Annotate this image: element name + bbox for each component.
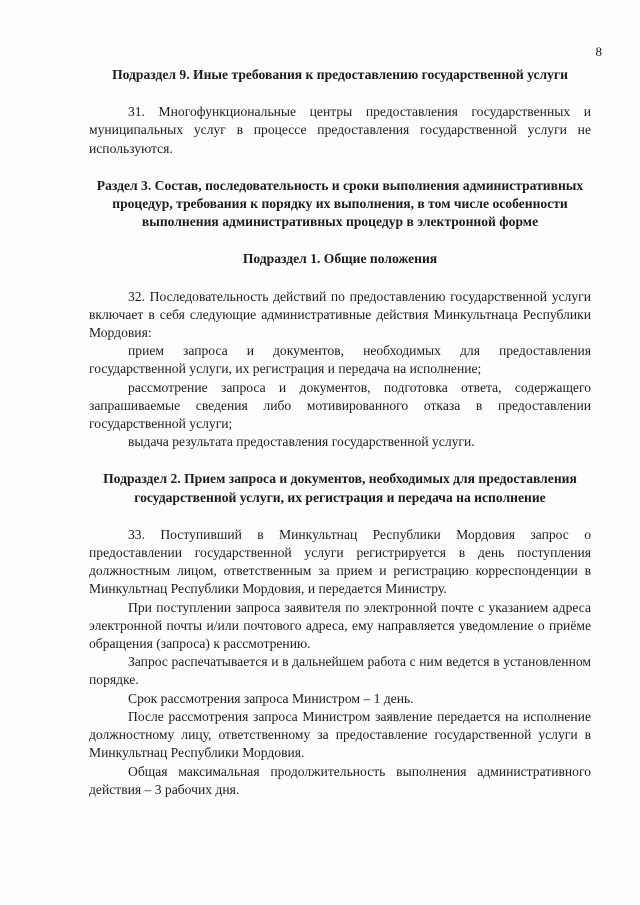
section-3-heading: Раздел 3. Состав, последовательность и сроки выполнения административных процедур, требования к порядку их выполнения, в том числе особенности выполнения административных процедур в электронной форме [96,177,584,230]
paragraph-term: Срок рассмотрения запроса Министром – 1 день. [128,690,414,706]
subsection-9-heading: Подраздел 9. Иные требования к предоставлению государственной услуги [112,67,568,82]
subsection-1-heading: Подраздел 1. Общие положения [242,251,438,267]
list-item-2: рассмотрение запроса и документов, подготовка ответа, содержащего запрашиваемые сведения либо мотивированного отказа в предоставлении государственной услуги; [89,379,591,432]
paragraph-print: Запрос распечатывается и в дальнейшем работа с ним ведется в установленном порядке. [89,654,591,688]
list-item-3: выдача результата предоставления государственной услуги. [128,434,475,450]
list-item-1: прием запроса и документов, необходимых для предоставления государственной услуги, их регистрация и передача на исполнение; [89,343,591,377]
paragraph-email: При поступлении запроса заявителя по электронной почте с указанием адреса электронной почты и/или почтового адреса, ему направляется уведомление о приёме обращения (запроса) к рассмотрению. [89,599,591,652]
paragraph-33: 33. Поступивший в Минкультнац Республики Мордовия запрос о предоставлении государственной услуги регистрируется в день поступления должностным лицом, ответственным за прием и регистрацию корреспонденции в Минкультнац Республики Мордовия, и передается Министру. [89,526,591,597]
paragraph-32: 32. Последовательность действий по предоставлению государственной услуги включает в себя следующие административные действия Минкультнаца Республики Мордовия: [89,288,591,341]
paragraph-31: 31. Многофункциональные центры предоставления государственных и муниципальных услуг в процессе предоставления государственной услуги не используются. [89,104,591,156]
paragraph-after-review: После рассмотрения запроса Министром заявление передается на исполнение должностному лицу, ответственному за предоставление государственной услуги в Минкультнац Республики Мордовия. [89,708,591,761]
paragraph-total-duration: Общая максимальная продолжительность выполнения административного действия – 3 рабочих дня. [89,763,591,797]
subsection-2-heading: Подраздел 2. Прием запроса и документов, необходимых для предоставления государственной услуги, их регистрация и передача на исполнение [103,471,577,505]
page-content [89,66,591,799]
page-number: 8 [595,44,602,59]
